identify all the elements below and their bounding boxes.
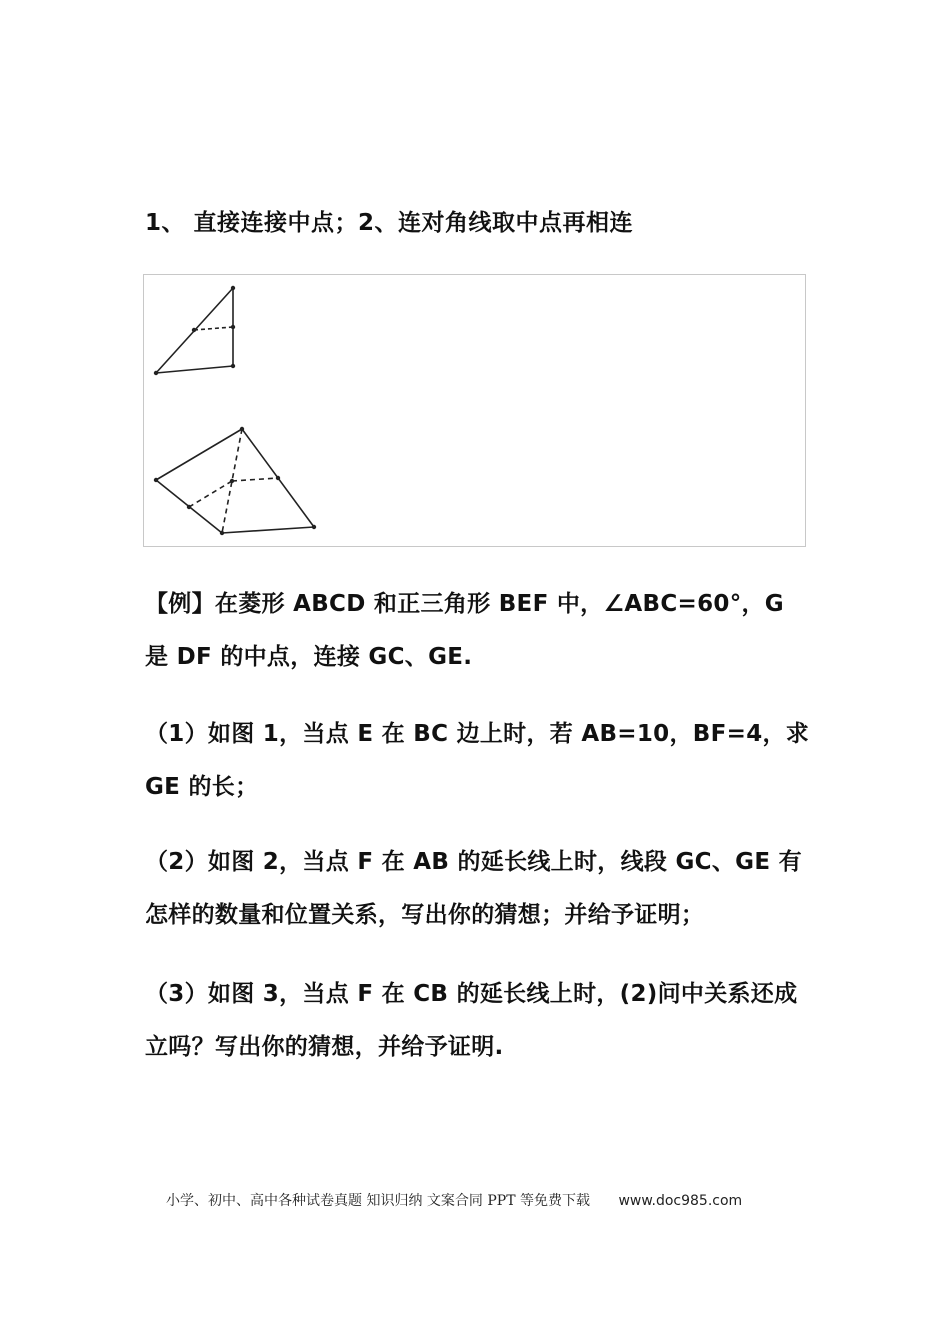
- question-2: （2）如图 2，当点 F 在 AB 的延长线上时，线段 GC、GE 有怎样的数量和位置关系，写出你的猜想；并给予证明；: [145, 849, 802, 928]
- quad-midpoint-left: [187, 505, 191, 509]
- quad-vertex-bottom: [220, 531, 224, 535]
- example-text: 【例】在菱形 ABCD 和正三角形 BEF 中，∠ABC=60°，G 是 DF 的中点，连接 GC、GE.: [145, 591, 784, 670]
- triangle-side-bottom: [156, 366, 233, 373]
- quad-side-bottom-right: [222, 527, 314, 533]
- triangle-midpoint-right: [231, 325, 235, 329]
- quad-side-top-left: [156, 429, 242, 480]
- quad-midline-right: [232, 478, 278, 481]
- triangle-midline: [194, 327, 233, 330]
- triangle-midpoint-left: [192, 328, 196, 332]
- triangle-vertex-right: [231, 364, 235, 368]
- figure-box: [143, 274, 806, 547]
- footer-text: 小学、初中、高中各种试卷真题 知识归纳 文案合同 PPT 等免费下载: [166, 1193, 590, 1209]
- page-footer: [166, 1190, 742, 1210]
- quadrilateral-figure: [156, 429, 314, 533]
- triangle-vertex-left: [154, 371, 158, 375]
- midpoint-figures: [144, 275, 807, 548]
- quad-midline-left: [189, 481, 232, 507]
- triangle-vertex-top: [231, 286, 235, 290]
- footer-site-link[interactable]: www.doc985.com: [618, 1193, 743, 1209]
- quad-vertex-top: [240, 427, 244, 431]
- quad-midpoint-right: [276, 476, 280, 480]
- quad-midpoint-diagonal: [230, 479, 234, 483]
- question-1: （1）如图 1，当点 E 在 BC 边上时，若 AB=10，BF=4，求 GE 的长；: [145, 721, 810, 800]
- section-heading: 1、 直接连接中点；2、连对角线取中点再相连: [145, 210, 634, 236]
- question-3: （3）如图 3，当点 F 在 CB 的延长线上时，(2)问中关系还成立吗？写出你的猜想，并给予证明.: [145, 981, 798, 1060]
- quad-vertex-right: [312, 525, 316, 529]
- quad-vertex-left: [154, 478, 158, 482]
